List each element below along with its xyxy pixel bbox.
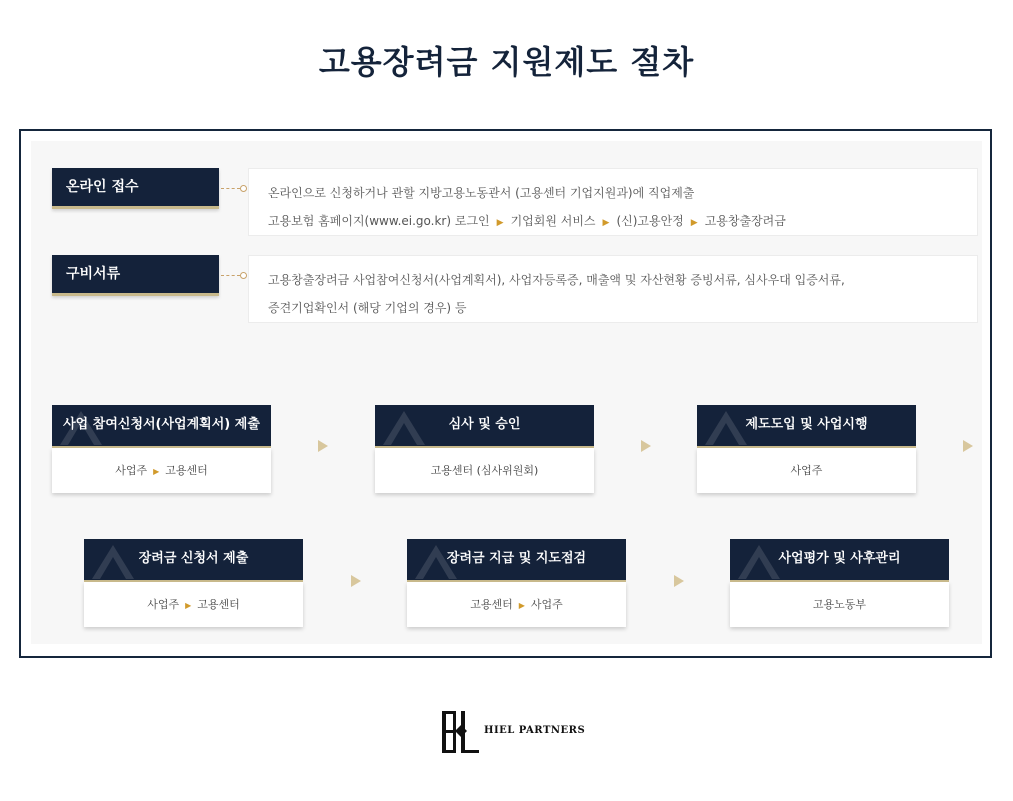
procedure-frame xyxy=(19,129,992,658)
path-arrow-icon: ▶ xyxy=(602,218,610,228)
step-title-bar xyxy=(730,539,949,582)
step-title: 장려금 신청서 제출 xyxy=(138,551,249,566)
step-6-card xyxy=(730,539,949,627)
party: 고용노동부 xyxy=(812,598,867,611)
arrow-right-icon: ▶ xyxy=(185,601,192,610)
step-title-bar xyxy=(52,405,271,448)
step-parties xyxy=(375,448,594,493)
step-title-bar xyxy=(697,405,916,448)
flow-arrow-icon xyxy=(963,440,973,452)
category-connector xyxy=(221,185,247,193)
step-3-card xyxy=(697,405,916,493)
step-2-card xyxy=(375,405,594,493)
party: 사업주 xyxy=(790,464,823,477)
party: 고용센터 xyxy=(470,598,513,611)
step-title: 사업 참여신청서(사업계획서) 제출 xyxy=(63,417,260,432)
step-parties xyxy=(84,582,303,627)
application-path xyxy=(268,207,977,237)
step-title: 제도도입 및 사업시행 xyxy=(745,417,868,432)
flow-arrow-icon xyxy=(674,575,684,587)
path-arrow-icon: ▶ xyxy=(496,218,504,228)
step-5-card xyxy=(407,539,626,627)
step-1-card xyxy=(52,405,271,493)
step-4-card xyxy=(84,539,303,627)
step-title: 사업평가 및 사후관리 xyxy=(778,551,901,566)
step-title: 심사 및 승인 xyxy=(448,417,521,432)
flow-arrow-icon xyxy=(351,575,361,587)
path-step: 기업회원 서비스 xyxy=(510,214,596,228)
party: 고용센터 xyxy=(165,464,208,477)
page-title: 고용장려금 지원제도 절차 xyxy=(318,43,695,81)
company-name: HIEL PARTNERS xyxy=(484,725,586,736)
party: 사업주 xyxy=(147,598,180,611)
description-line: 증견기업확인서 (해당 기업의 경우) 등 xyxy=(268,301,467,315)
step-title-bar xyxy=(407,539,626,582)
party: 고용센터 (심사위원회) xyxy=(430,464,539,477)
path-step: 고용보험 홈페이지(www.ei.go.kr) 로그인 xyxy=(268,214,490,228)
category-connector xyxy=(221,272,247,280)
party: 사업주 xyxy=(115,464,148,477)
category-online-application-label: 온라인 접수 xyxy=(52,168,219,209)
step-parties xyxy=(697,448,916,493)
step-parties xyxy=(730,582,949,627)
party: 사업주 xyxy=(530,598,563,611)
flow-arrow-icon xyxy=(641,440,651,452)
path-step: (신)고용안정 xyxy=(616,214,684,228)
arrow-right-icon: ▶ xyxy=(518,601,525,610)
step-title-bar xyxy=(84,539,303,582)
procedure-panel xyxy=(31,141,982,644)
step-parties xyxy=(52,448,271,493)
required-documents-description xyxy=(248,255,978,323)
flow-arrow-icon xyxy=(318,440,328,452)
step-parties xyxy=(407,582,626,627)
step-title-bar xyxy=(375,405,594,448)
category-required-documents-label: 구비서류 xyxy=(52,255,219,296)
hl-monogram-logo-icon xyxy=(441,709,481,755)
path-step: 고용창출장려금 xyxy=(704,214,786,228)
description-line: 온라인으로 신청하거나 관할 지방고용노동관서 (고용센터 기업지원과)에 직업제출 xyxy=(268,186,695,200)
watermark-icon xyxy=(736,541,782,581)
watermark-icon xyxy=(703,407,749,447)
watermark-icon xyxy=(90,541,136,581)
online-application-description xyxy=(248,168,978,236)
watermark-icon xyxy=(381,407,427,447)
party: 고용센터 xyxy=(197,598,240,611)
path-arrow-icon: ▶ xyxy=(690,218,698,228)
arrow-right-icon: ▶ xyxy=(153,467,160,476)
description-line: 고용창출장려금 사업참여신청서(사업계획서), 사업자등록증, 매출액 및 자산현황 증빙서류, 심사우대 입증서류, xyxy=(268,273,845,287)
step-title: 장려금 지급 및 지도점검 xyxy=(446,551,587,566)
